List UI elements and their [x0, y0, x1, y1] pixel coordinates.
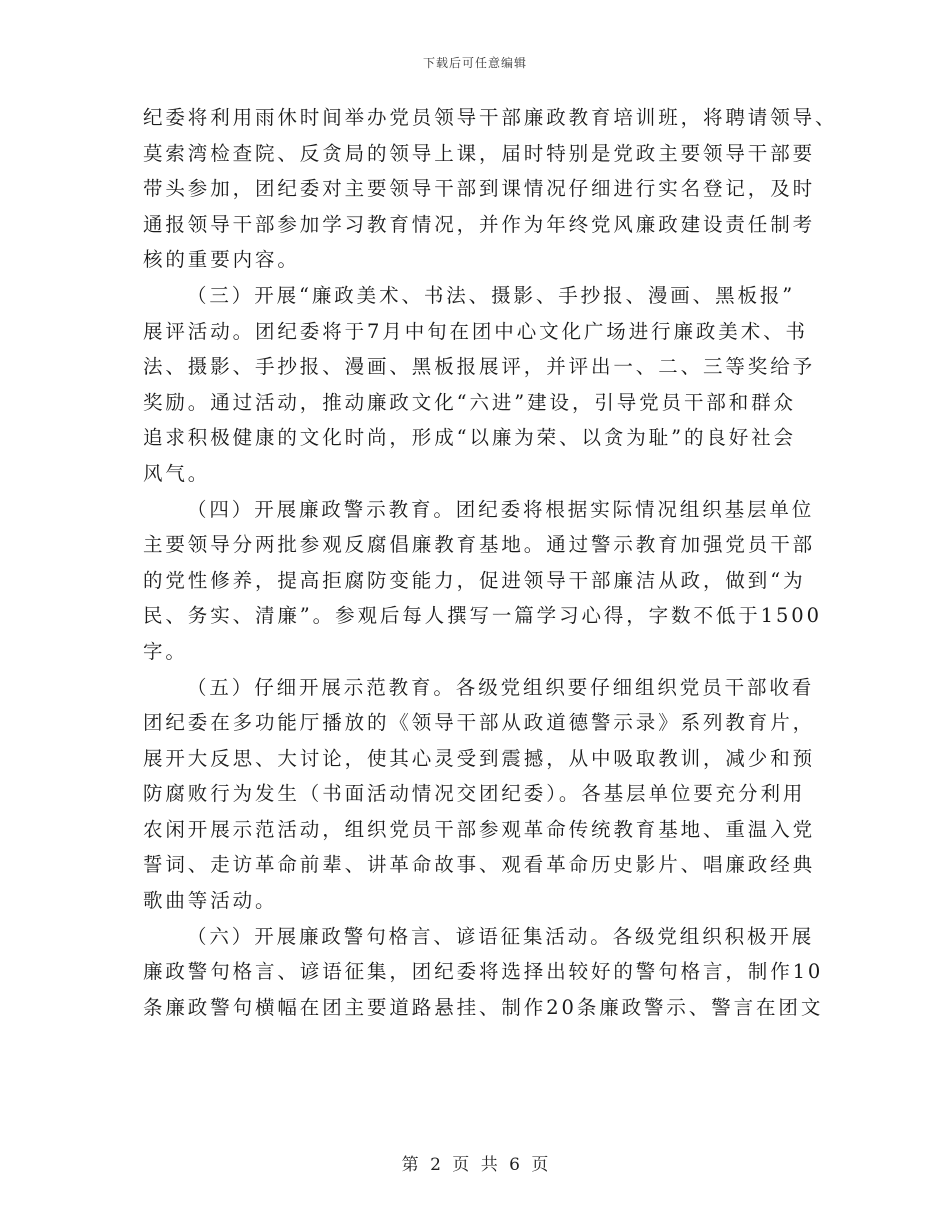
paragraph-section-4 — [143, 492, 822, 670]
text-line: 追求积极健康的文化时尚，形成“以廉为荣、以贪为耻”的良好社会 — [143, 426, 796, 450]
paragraph-section-3 — [143, 278, 816, 492]
text-line: 莫索湾检查院、反贪局的领导上课，届时特别是党政主要领导干部要 — [143, 141, 816, 165]
text-line: 风气。 — [143, 461, 211, 485]
page-header-note: 下载后可任意编辑 — [422, 56, 527, 70]
paragraph-section-6 — [143, 919, 824, 1026]
text-line: 农闲开展示范活动，组织党员干部参观革命传统教育基地、重温入党 — [143, 817, 816, 841]
document-body — [143, 100, 838, 1025]
text-line: 纪委将利用雨休时间举办党员领导干部廉政教育培训班，将聘请领导、 — [143, 106, 838, 129]
text-line: （三）开展“廉政美术、书法、摄影、手抄报、漫画、黑板报” — [187, 283, 796, 307]
paragraph-continuation — [143, 100, 838, 278]
text-line: 誓词、走访革命前辈、讲革命故事、观看革命历史影片、唱廉政经典 — [143, 853, 816, 877]
text-line: 歌曲等活动。 — [143, 889, 278, 913]
text-line: （五）仔细开展示范教育。各级党组织要仔细组织党员干部收看 — [187, 675, 815, 699]
text-line: （六）开展廉政警句格言、谚语征集活动。各级党组织积极开展 — [187, 924, 815, 948]
paragraph-section-5 — [143, 670, 816, 919]
text-line: 民、务实、清廉”。参观后每人撰写一篇学习心得，字数不低于1500 — [143, 604, 822, 628]
text-line: 展开大反思、大讨论，使其心灵受到震撼，从中吸取教训，减少和预 — [143, 746, 816, 770]
text-line: 的党性修养，提高拒腐防变能力，促进领导干部廉洁从政，做到“为 — [143, 568, 806, 592]
text-line: 防腐败行为发生（书面活动情况交团纪委）。各基层单位要充分利用 — [143, 782, 806, 806]
text-line: 字。 — [143, 639, 188, 663]
text-line: 核的重要内容。 — [143, 248, 300, 272]
text-line: 带头参加，团纪委对主要领导干部到课情况仔细进行实名登记，及时 — [143, 177, 816, 201]
text-line: 通报领导干部参加学习教育情况，并作为年终党风廉政建设责任制考 — [143, 212, 816, 236]
text-line: 廉政警句格言、谚语征集，团纪委将选择出较好的警句格言，制作10 — [143, 960, 824, 984]
text-line: 主要领导分两批参观反腐倡廉教育基地。通过警示教育加强党员干部 — [143, 533, 816, 557]
text-line: 奖励。通过活动，推动廉政文化“六进”建设，引导党员干部和群众 — [143, 390, 796, 414]
page-number-footer: 第 2 页 共 6 页 — [401, 1155, 549, 1175]
text-line: 法、摄影、手抄报、漫画、黑板报展评，并评出一、二、三等奖给予 — [143, 355, 816, 379]
text-line: 团纪委在多功能厅播放的《领导干部从政道德警示录》系列教育片， — [143, 711, 816, 735]
text-line: （四）开展廉政警示教育。团纪委将根据实际情况组织基层单位 — [187, 497, 815, 521]
text-line: 展评活动。团纪委将于7月中旬在团中心文化广场进行廉政美术、书 — [143, 319, 808, 343]
text-line: 条廉政警句横幅在团主要道路悬挂、制作20条廉政警示、警言在团文 — [143, 995, 824, 1019]
